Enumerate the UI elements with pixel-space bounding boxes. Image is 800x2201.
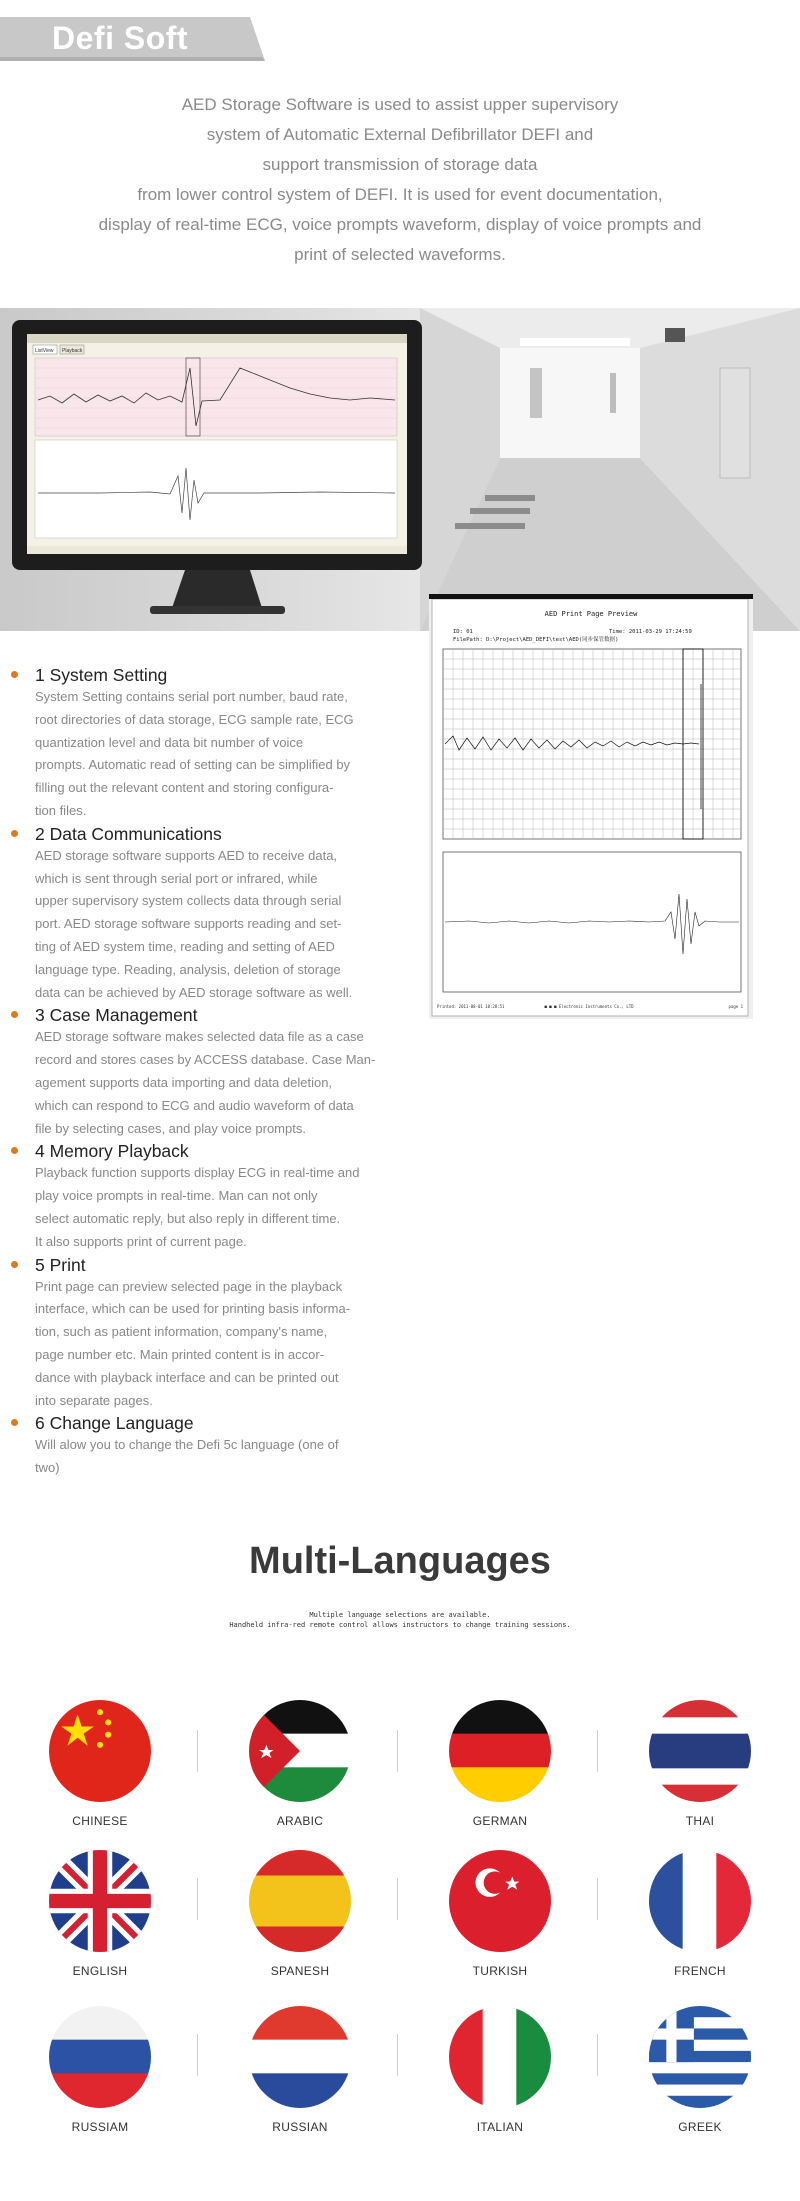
language-label: THAI	[685, 1814, 715, 1828]
monitor-tab-playback: Playback	[62, 348, 83, 354]
feature-line: tion files.	[35, 802, 87, 818]
feature-line: agement supports data importing and data deletion,	[35, 1074, 333, 1090]
feature-item	[8, 1140, 408, 1253]
feature-line: System Setting contains serial port number, baud rate,	[35, 689, 348, 704]
preview-id: ID: 01	[453, 629, 473, 635]
feature-line: play voice prompts in real-time. Man can not only	[35, 1188, 318, 1204]
feature-line: Print page can preview selected page in the playback	[35, 1278, 343, 1294]
language-option-chinese[interactable]	[0, 1700, 200, 1828]
language-option-spanish[interactable]	[200, 1850, 400, 1978]
feature-line: ting of AED system time, reading and setting of AED	[35, 938, 335, 954]
language-label: CHINESE	[72, 1814, 128, 1828]
language-option-thai[interactable]	[600, 1700, 800, 1828]
feature-line: language type. Reading, analysis, deletion of storage	[35, 961, 341, 977]
turkey-flag-icon	[449, 1850, 551, 1952]
feature-line: Playback function supports display ECG in real-time and	[35, 1165, 360, 1181]
feature-line: Will alow you to change the Defi 5c language (one of	[35, 1437, 339, 1453]
preview-filepath: FilePath: D:\Project\AED_DEFI\test\AED(同步保管数据)	[453, 637, 619, 643]
feature-heading: 1 System Setting	[35, 665, 168, 685]
language-label: RUSSIAN	[272, 2120, 328, 2134]
feature-body	[35, 845, 408, 1005]
preview-footer-page: page 1	[728, 1004, 743, 1009]
spain-flag-icon	[249, 1850, 351, 1952]
germany-flag-icon	[449, 1700, 551, 1802]
language-label: GREEK	[678, 2120, 722, 2134]
language-flag-grid	[0, 1700, 800, 2160]
feature-line: page number etc. Main printed content is in accor-	[35, 1346, 325, 1362]
language-label: FRENCH	[674, 1964, 726, 1978]
feature-heading: 6 Change Language	[35, 1413, 194, 1434]
feature-item	[8, 823, 408, 1005]
preview-title: AED Print Page Preview	[544, 610, 638, 618]
intro-text	[60, 90, 740, 270]
subtitle-line: Multiple language selections are available.	[309, 1611, 491, 1619]
bullet-icon	[11, 1011, 18, 1018]
language-label: ARABIC	[276, 1814, 324, 1828]
feature-line: file by selecting cases, and play voice prompts.	[35, 1120, 306, 1136]
language-label: ITALIAN	[476, 2120, 524, 2134]
russia-flag-icon	[49, 2006, 151, 2108]
language-option-german[interactable]	[400, 1700, 600, 1828]
bullet-icon	[11, 1147, 18, 1154]
language-label: SPANESH	[270, 1964, 330, 1978]
intro-line: system of Automatic External Defibrillator DEFI and	[206, 125, 594, 144]
feature-line: It also supports print of current page.	[35, 1233, 247, 1249]
feature-item	[8, 1254, 408, 1413]
feature-line: AED storage software makes selected data file as a case	[35, 1029, 364, 1045]
bullet-icon	[11, 1261, 18, 1268]
intro-line: from lower control system of DEFI. It is used for event documentation,	[137, 185, 663, 204]
feature-line: filling out the relevant content and storing configura-	[35, 780, 334, 796]
language-option-arabic[interactable]	[200, 1700, 400, 1828]
print-preview-image	[429, 594, 753, 1019]
language-label: GERMAN	[472, 1814, 528, 1828]
feature-line: which can respond to ECG and audio waveform of data	[35, 1097, 354, 1113]
feature-body	[35, 1026, 408, 1140]
uk-flag-icon	[49, 1850, 151, 1952]
feature-line: port. AED storage software supports reading and set-	[35, 916, 342, 932]
intro-line: AED Storage Software is used to assist upper supervisory	[181, 95, 619, 114]
language-option-italian[interactable]	[400, 2006, 600, 2134]
feature-line: interface, which can be used for printing basis informa-	[35, 1301, 351, 1317]
intro-line: print of selected waveforms.	[294, 245, 506, 264]
bullet-icon	[11, 830, 18, 837]
feature-heading: 3 Case Management	[35, 1005, 198, 1026]
netherlands-flag-icon	[249, 2006, 351, 2108]
monitor-tab-listview: ListView	[35, 348, 54, 354]
multi-languages-title: Multi-Languages	[249, 1540, 551, 1582]
china-flag-icon	[49, 1700, 151, 1802]
subtitle-line: Handheld infra-red remote control allows instructors to change training sessions.	[229, 1621, 571, 1629]
intro-line: support transmission of storage data	[262, 155, 538, 174]
feature-line: into separate pages.	[35, 1392, 153, 1408]
feature-body	[35, 1434, 408, 1480]
feature-line: select automatic reply, but also reply in different time.	[35, 1210, 341, 1226]
language-label: RUSSIAM	[71, 2120, 129, 2134]
feature-line: dance with playback interface and can be printed out	[35, 1369, 339, 1385]
language-option-russian[interactable]	[200, 2006, 400, 2134]
feature-body	[35, 1162, 408, 1253]
preview-time: Time: 2011-03-29 17:24:59	[609, 629, 692, 635]
language-option-turkish[interactable]	[400, 1850, 600, 1978]
jordan-flag-icon	[249, 1700, 351, 1802]
preview-footer-printed: Printed: 2011-08-01 10:28:51	[437, 1004, 505, 1009]
print-preview-panel	[429, 594, 753, 1019]
feature-line: tion, such as patient information, company's name,	[35, 1324, 328, 1340]
language-option-greek[interactable]	[600, 2006, 800, 2134]
feature-heading: 4 Memory Playback	[35, 1141, 189, 1162]
page-title: Defi Soft	[52, 20, 189, 56]
language-option-english[interactable]	[0, 1850, 200, 1978]
hospital-corridor-image	[0, 308, 800, 631]
feature-line: quantization level and data bit number of voice	[35, 734, 304, 750]
feature-line: root directories of data storage, ECG sample rate, ECG	[35, 711, 354, 727]
feature-line: record and stores cases by ACCESS database. Case Man-	[35, 1052, 376, 1068]
feature-line: AED storage software supports AED to receive data,	[35, 847, 338, 863]
feature-heading: 2 Data Communications	[35, 823, 222, 844]
thailand-flag-icon	[649, 1700, 751, 1802]
feature-heading: 5 Print	[35, 1254, 86, 1275]
bullet-icon	[11, 671, 18, 678]
feature-item	[8, 664, 408, 823]
feature-item	[8, 1412, 408, 1480]
multi-languages-subtitle	[0, 1610, 800, 1630]
greece-flag-icon	[649, 2006, 751, 2108]
bullet-icon	[11, 1419, 18, 1426]
feature-body	[35, 686, 408, 823]
feature-line: which is sent through serial port or infrared, while	[35, 870, 318, 886]
intro-line: display of real-time ECG, voice prompts waveform, display of voice prompts and	[98, 215, 702, 234]
feature-item	[8, 1004, 408, 1140]
feature-body	[35, 1276, 408, 1413]
language-label: ENGLISH	[72, 1964, 128, 1978]
features-list	[8, 664, 408, 1480]
preview-footer-company: ■ ■ ■ Electronic Instruments Co., LTD	[544, 1004, 634, 1009]
language-option-french[interactable]	[600, 1850, 800, 1978]
hero-image	[0, 308, 800, 631]
language-option-russiam[interactable]	[0, 2006, 200, 2134]
feature-line: two)	[35, 1460, 60, 1476]
feature-line: data can be achieved by AED storage software as well.	[35, 984, 353, 1000]
language-label: TURKISH	[472, 1964, 528, 1978]
france-flag-icon	[649, 1850, 751, 1952]
feature-line: upper supervisory system collects data through serial	[35, 893, 342, 909]
feature-line: prompts. Automatic read of setting can be simplified by	[35, 757, 351, 773]
italy-flag-icon	[449, 2006, 551, 2108]
